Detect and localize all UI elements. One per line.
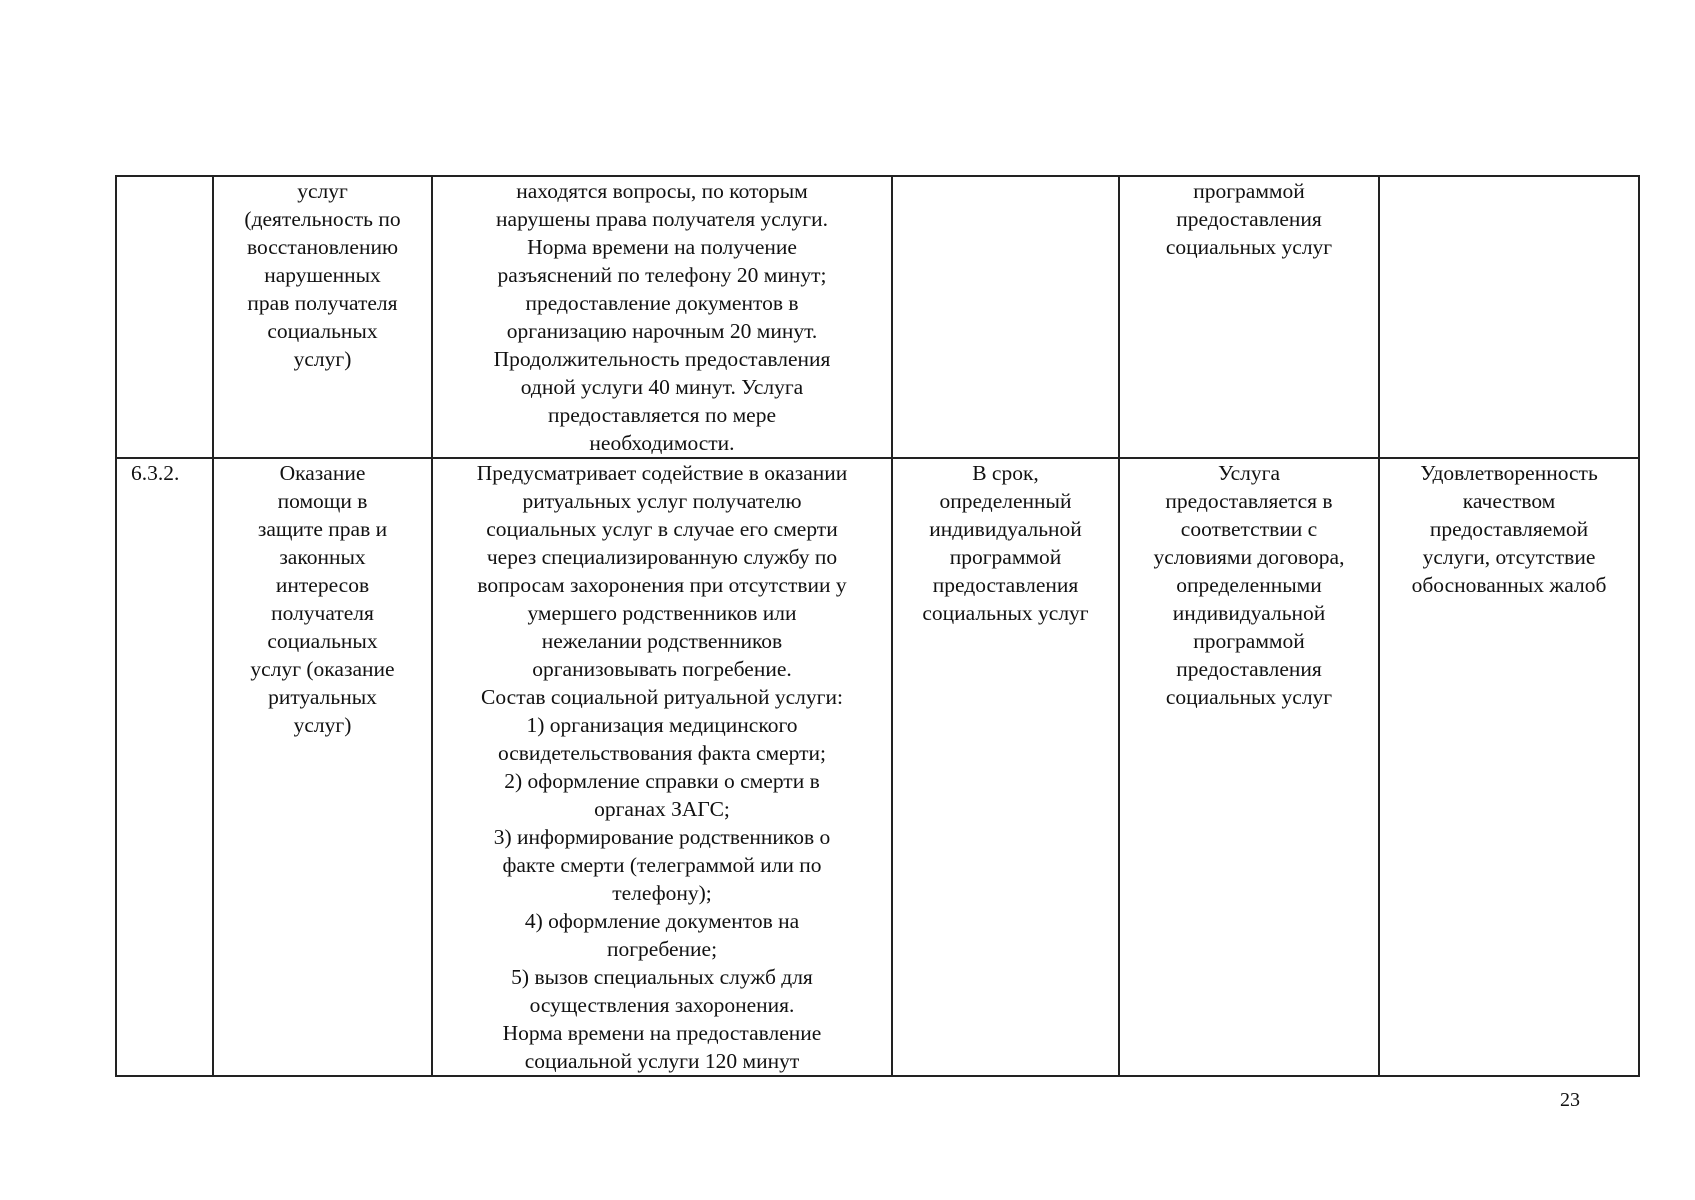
- table-row: [116, 176, 1639, 458]
- cell-description: находятся вопросы, по которым нарушены права получателя услуги. Норма времени на получение разъяснений по телефону 20 минут; предоставление документов в организацию нарочным 20 минут. Продолжительность предоставления одной услуги 40 минут. Услуга предоставляется по мере необходимости.: [432, 176, 892, 458]
- cell-number: [116, 176, 213, 458]
- cell-service-name: Оказание помощи в защите прав и законных интересов получателя социальных услуг (оказание ритуальных услуг): [213, 458, 432, 1076]
- cell-conditions: Услуга предоставляется в соответствии с условиями договора, определенными индивидуальной программой предоставления социальных услуг: [1119, 458, 1379, 1076]
- cell-number: 6.3.2.: [116, 458, 213, 1076]
- services-table: [115, 175, 1640, 1077]
- table-row: [116, 458, 1639, 1076]
- cell-term: В срок, определенный индивидуальной программой предоставления социальных услуг: [892, 458, 1119, 1076]
- cell-quality: Удовлетворенность качеством предоставляемой услуги, отсутствие обоснованных жалоб: [1379, 458, 1639, 1076]
- cell-description: Предусматривает содействие в оказании ритуальных услуг получателю социальных услуг в случае его смерти через специализированную службу по вопросам захоронения при отсутствии у умершего родственников или нежелании родственников организовывать погребение. Состав социальной ритуальной услуги: 1) организация медицинского освидетельствования факта смерти; 2) оформление справки о смерти в органах ЗАГС; 3) информирование родственников о факте смерти (телеграммой или по телефону); 4) оформление документов на погребение; 5) вызов специальных служб для осуществления захоронения. Норма времени на предоставление социальной услуги 120 минут: [432, 458, 892, 1076]
- cell-conditions: программой предоставления социальных услуг: [1119, 176, 1379, 458]
- cell-service-name: услуг (деятельность по восстановлению нарушенных прав получателя социальных услуг): [213, 176, 432, 458]
- cell-quality: [1379, 176, 1639, 458]
- cell-term: [892, 176, 1119, 458]
- page-number: 23: [1560, 1089, 1580, 1111]
